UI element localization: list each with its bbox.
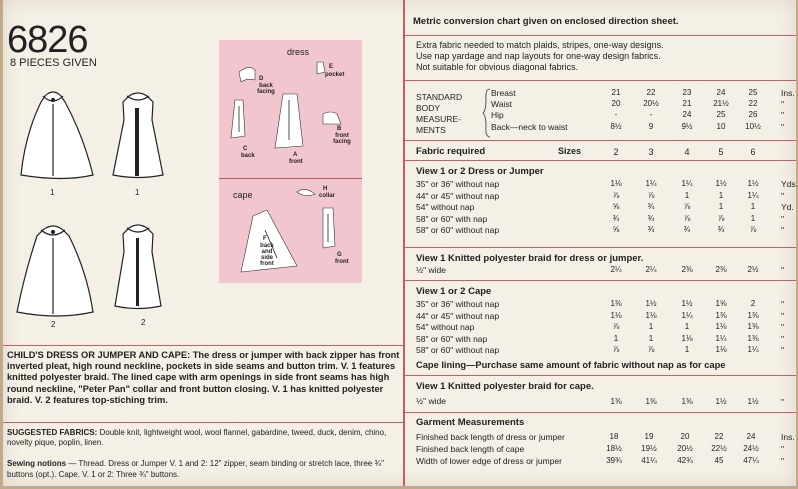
yardage-value: 1¼ [715,333,727,343]
body-label-3: MEASURE- [416,114,461,124]
hip-label: Hip [491,110,504,120]
yardage-value: 1⅛ [645,310,657,320]
column-divider [403,0,405,486]
yardage-value: ¾ [717,225,725,234]
yardage-value: ¾ [647,225,655,234]
body-label-4: MENTS [416,125,446,135]
cape-braid-value: 1½ [747,397,759,406]
notions-line1: — Thread. Dress or Jumper V. 1 and 2: 12" zipper, seam binding or stretch lace, three ¾" [68,459,384,468]
yardage-value: ⅝ [612,225,620,234]
garment-value: 20 [680,432,690,441]
piece-H-letter: H [323,186,328,192]
yardage-unit: " [781,225,785,235]
view-1-cape-label: 1 [50,188,55,197]
yardage-value: ⅞ [612,190,620,200]
garment-unit: " [781,456,785,466]
yardage-value: ⅞ [683,213,691,223]
yardage-value: ⅞ [717,213,725,223]
yardage-unit: " [781,265,785,275]
suggested-fabrics [7,428,399,448]
body-unit: " [781,110,785,120]
garment-value: 24 [746,432,756,441]
yardage-value: 1⅝ [715,299,727,308]
back-neck-label: Back—neck to waist [491,122,568,132]
yardage-value: 1 [718,202,724,211]
yardage-value: ¾ [647,202,655,211]
diagonal-note: Not suitable for obvious diagonal fabrics. [416,62,579,72]
yardage-value: 1 [684,322,690,331]
garment-row-label: Finished back length of dress or jumper [416,432,565,442]
body-value: 10½ [745,122,761,131]
view-2-cape-label: 2 [51,320,56,329]
yardage-value: 1⅛ [610,310,622,320]
yardage-value: 2⅜ [681,265,693,274]
yardage-value: 1½ [645,299,657,308]
yardage-value: 1 [648,322,654,331]
yardage-unit: Yd. [781,202,794,212]
piece-B-name: front facing [333,133,351,145]
body-label-1: STANDARD [416,92,463,102]
yardage-value: 1⅜ [747,322,759,331]
pattern-pieces-diagram [219,40,362,283]
body-brace [483,88,491,138]
cape-braid-title: View 1 Knitted polyester braid for cape. [416,381,594,392]
breast-label: Breast [491,88,516,98]
yardage-row-label: 54" without nap [416,322,475,332]
yardage-value: ⅞ [647,190,655,200]
yardage-value: ¾ [647,213,655,223]
dress-view-2-illustration [115,225,161,309]
yardage-unit: " [781,333,785,344]
body-value: 21 [682,99,692,108]
notions-line2: buttons (opt.). Cape. V. 1 or 2: Three ¾" buttons. [7,470,180,479]
piece-F-name: back and side front [260,243,274,267]
sizes-label: Sizes [558,146,582,156]
notions-label: Sewing notions [7,459,67,468]
yardage-value: 2¼ [610,265,622,274]
garment-value: 18½ [606,444,622,453]
collar-piece [297,189,315,195]
fabrics-text: Double knit, lightweight wool, wool flannel, gabardine, tweed, duck, denim, chino, novelty pique, poplin, linen. [7,428,387,447]
body-value: 22 [748,99,758,108]
yardage-unit: " [781,213,785,224]
yardage-value: 1¼ [747,190,759,200]
fabric-required-label: Fabric required [416,146,486,157]
yardage-row-label: 58" or 60" with nap [416,213,488,224]
yardage-value: 1⅜ [610,299,622,308]
yardage-row-label: 58" or 60" without nap [416,225,500,235]
fabric-required-top-rule [405,140,796,141]
body-unit: Ins. [781,88,795,98]
body-value: 26 [748,110,758,119]
fabrics-label: SUGGESTED FABRICS: [7,428,98,437]
yardage-value: 1⅜ [747,333,759,343]
yardage-value: ¾ [683,225,691,234]
cape-view-1-illustration [21,92,93,179]
cape-braid-value: 1⅜ [645,397,657,406]
front-facing-piece [323,112,341,124]
yardage-unit: " [781,310,785,321]
yardage-value: ⅞ [647,345,655,354]
garment-value: 22½ [711,444,727,453]
back-facing-piece [239,67,255,82]
yardage-value: 1¼ [747,345,759,354]
body-value: 21½ [713,99,729,108]
fabric-required-rule [405,160,796,161]
body-unit: " [781,122,785,132]
garment-title: Garment Measurements [416,417,525,428]
piece-B-letter: B [337,126,342,132]
yardage-value: ¾ [612,213,620,223]
yardage-value: 1¼ [645,179,657,188]
size-header: 4 [684,147,690,157]
piece-E-letter: E [329,64,334,70]
yardage-row-label: 54" without nap [416,202,475,212]
yardage-value: 1⅛ [681,333,693,343]
yardage-value: 1 [684,190,690,200]
body-value: 25 [748,88,758,97]
dress-view-1-illustration [113,93,163,178]
garment-value: 24½ [743,444,759,453]
yardage-value: 2 [750,299,756,308]
body-value: 21 [611,88,621,97]
body-label-2: BODY [416,103,441,113]
yardage-value: ⅞ [612,345,620,354]
view-2-dress-label: 2 [141,318,146,327]
body-value: 23 [682,88,692,97]
piece-D-name: back facing [257,83,275,95]
cape-section-title: View 1 or 2 Cape [416,286,492,297]
piece-A-name: front [289,159,303,165]
yardage-unit: " [781,299,785,309]
yardage-row-label: 44" or 45" without nap [416,310,500,321]
cape-view-2-illustration [17,226,93,316]
yardage-value: ⅞ [683,202,691,211]
body-value: 25 [716,110,726,119]
yardage-value: 1 [750,213,756,223]
size-header: 2 [613,147,619,157]
yardage-value: 1¼ [681,179,693,188]
yardage-value: 1¼ [681,310,693,320]
garment-value: 39¾ [606,456,622,465]
garment-row-label: Width of lower edge of dress or jumper [416,456,562,466]
waist-label: Waist [491,99,512,109]
body-value: 8½ [610,122,622,131]
dress-section-title: View 1 or 2 Dress or Jumper [416,166,544,177]
yardage-value: 1 [684,345,690,354]
piece-F-letter: F [263,236,267,242]
piece-C-letter: C [243,146,248,152]
cape-braid-label: ½" wide [416,396,446,406]
yardage-unit: Yds. [781,179,798,189]
garment-value: 18 [609,432,619,441]
body-value: - [614,110,618,119]
yardage-value: 1 [718,190,724,200]
body-value: 9 [648,122,654,131]
piece-D-letter: D [259,76,264,82]
size-header: 6 [750,147,756,157]
garment-value: 19½ [641,444,657,453]
garment-rule [405,412,796,413]
body-value: 24 [682,110,692,119]
view-1-dress-label: 1 [135,188,140,197]
yardage-value: 1½ [715,179,727,188]
yardage-row-label: ½" wide [416,265,446,275]
yardage-row-label: 44" or 45" without nap [416,190,500,201]
metric-note: Metric conversion chart given on enclosed direction sheet. [413,16,679,27]
yardage-value: 1⅛ [610,179,622,188]
yardage-row-label: 58" or 60" without nap [416,345,500,355]
cape-braid-unit: " [781,397,785,407]
pocket-piece [317,62,325,74]
yardage-row-label: 35" or 36" without nap [416,179,500,189]
cape-braid-value: 1½ [715,397,727,406]
header-rule [405,35,796,36]
description-rule [3,345,403,346]
yardage-value: ⅝ [612,202,620,211]
piece-G-name: front [335,259,349,265]
body-value: 20½ [643,99,659,108]
body-value: 10 [716,122,726,131]
yardage-row-label: 35" or 36" without nap [416,299,500,309]
cape-heading: cape [233,190,253,200]
garment-value: 42¾ [677,456,693,465]
extra-fabric-note: Extra fabric needed to match plaids, stripes, one-way designs. [416,40,664,50]
pattern-number: 6826 [7,19,88,61]
cape-lining-note: Cape lining—Purchase same amount of fabric without nap as for cape [416,360,726,370]
dress-heading: dress [287,47,310,57]
measurements-top-rule [405,80,796,81]
garment-unit: Ins. [781,432,795,442]
size-header: 5 [718,147,724,157]
yardage-unit: " [781,345,785,355]
fabrics-rule [3,422,403,423]
garment-value: 47¼ [743,456,759,465]
body-value: - [649,110,653,119]
pieces-count: 8 PIECES GIVEN [10,57,97,69]
yardage-value: ⅞ [612,322,620,331]
piece-C-name: back [241,153,255,159]
garment-description: CHILD'S DRESS OR JUMPER AND CAPE: The dress or jumper with back zipper has front inverted pleat, high round neckline, pockets in side seams and button trim. V. 1 features knitted polyester braid. The lined cape with arm openings in side front seams has high round neckline, "Peter Pan" collar and front button closing. V. 1 has knitted polyester braid. V. 2 features top-stiching trim. [7,350,400,405]
garment-row-label: Finished back length of cape [416,444,525,454]
yardage-value: 1⅜ [747,310,759,320]
garment-unit: " [781,444,785,454]
yardage-value: 2⅜ [715,265,727,274]
piece-H-name: collar [319,193,336,199]
dress-braid-rule [405,247,796,248]
view-sketches [3,80,213,330]
garment-value: 20½ [677,444,693,453]
garment-value: 22 [714,432,724,441]
yardage-value: 2½ [747,265,759,274]
yardage-value: 1 [750,202,756,211]
pattern-envelope-back [3,0,796,486]
dress-braid-title: View 1 Knitted polyester braid for dress or jumper. [416,253,644,264]
body-value: 22 [646,88,656,97]
yardage-row-label: 58" or 60" with nap [416,333,488,344]
cape-braid-value: 1⅜ [610,397,622,406]
yardage-value: 1 [648,333,654,343]
nap-note: Use nap yardage and nap layouts for one-way design fabrics. [416,51,661,61]
body-value: 20 [611,99,621,108]
cape-braid-value: 1⅜ [681,397,693,406]
yardage-value: 1⅜ [715,310,727,320]
piece-E-name: pocket [325,72,345,78]
yardage-value: 2¼ [645,265,657,274]
piece-G-letter: G [337,252,342,258]
size-header: 3 [648,147,654,157]
cape-braid-rule [405,375,796,376]
body-value: 24 [716,88,726,97]
garment-value: 19 [644,432,654,441]
yardage-value: 1½ [747,179,759,188]
yardage-value: 1 [613,333,619,343]
yardage-value: 1½ [681,299,693,308]
yardage-unit: " [781,190,785,201]
cape-front-piece [323,208,335,248]
sewing-notions [7,459,384,469]
yardage-value: 1⅛ [715,322,727,331]
yardage-value: ⅞ [749,225,757,234]
body-value: 9½ [681,122,693,131]
cape-rule [405,280,796,281]
body-unit: " [781,99,785,109]
yardage-value: 1⅛ [715,345,727,354]
garment-value: 41¼ [641,456,657,465]
yardage-unit: " [781,322,785,332]
piece-A-letter: A [293,152,298,158]
back-piece [231,100,245,138]
garment-value: 45 [714,456,724,465]
